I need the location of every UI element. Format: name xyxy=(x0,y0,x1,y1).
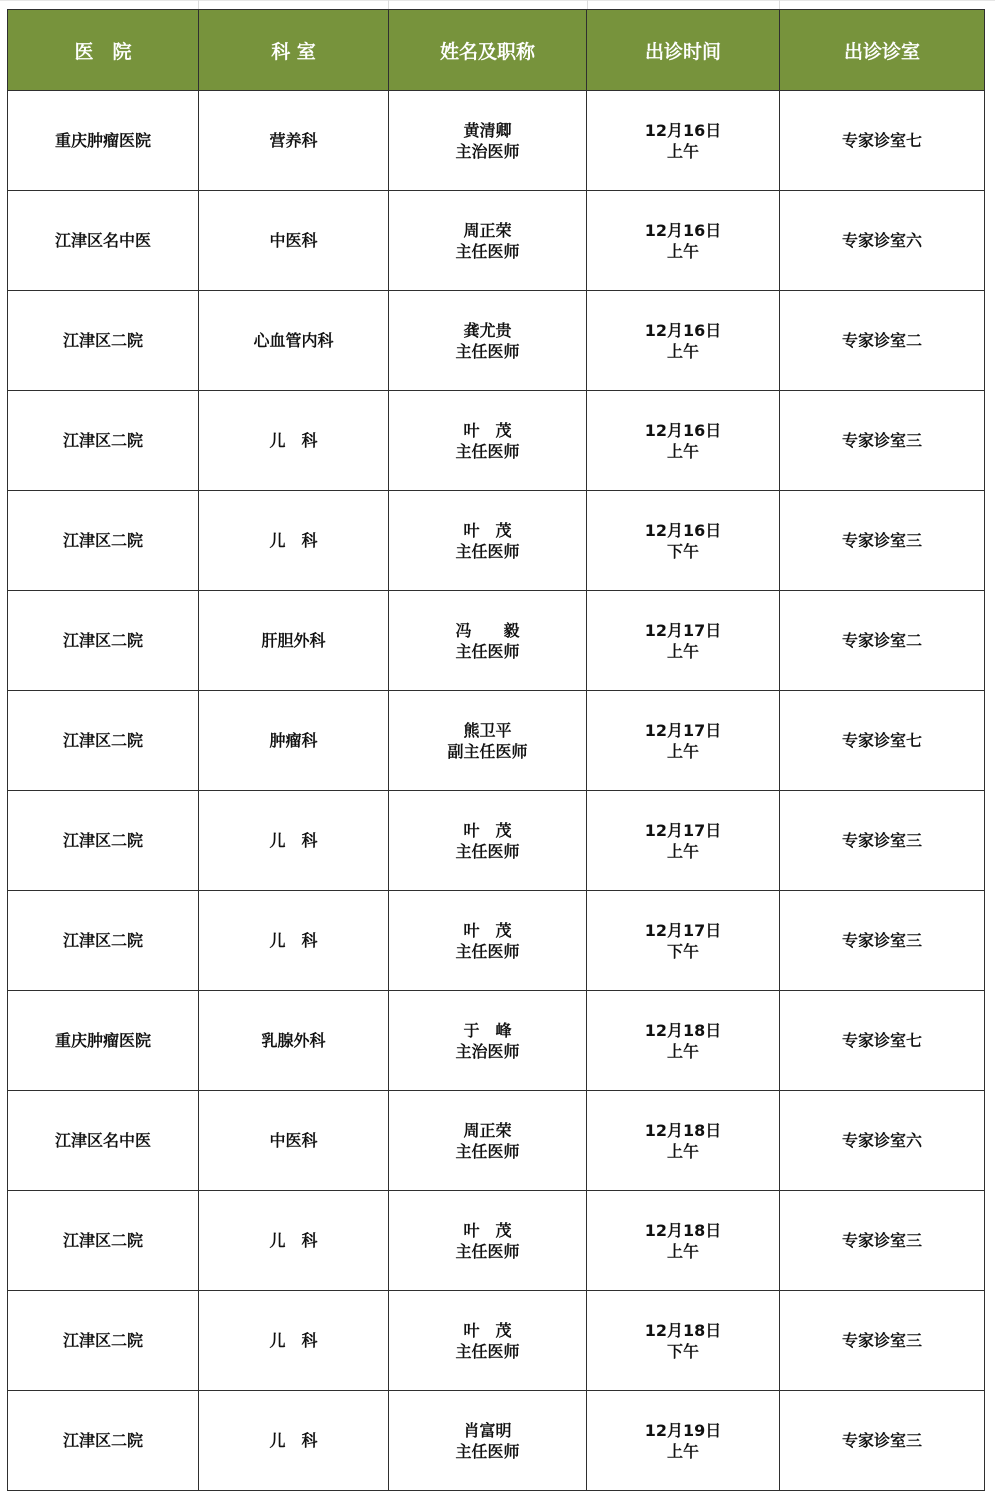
hospital-name: 江津区名中医 xyxy=(54,1131,151,1150)
time-cell xyxy=(587,891,780,991)
room-cell xyxy=(780,891,985,991)
doctor-cell xyxy=(389,1391,587,1491)
table-row xyxy=(8,1291,985,1391)
table-row xyxy=(8,391,985,491)
doctor-cell xyxy=(389,891,587,991)
table-row xyxy=(8,291,985,391)
time-cell xyxy=(587,391,780,491)
header-time: 出诊时间 xyxy=(587,10,780,91)
clinic-period: 上午 xyxy=(666,1041,699,1061)
table-row xyxy=(8,191,985,291)
department-name: 儿 科 xyxy=(269,831,318,850)
clinic-date: 12月16日 xyxy=(644,420,722,440)
doctor-name: 于 峰 xyxy=(463,1020,512,1040)
table-row xyxy=(8,491,985,591)
clinic-room: 专家诊室二 xyxy=(841,631,922,650)
doctor-cell xyxy=(389,1191,587,1291)
clinic-period: 上午 xyxy=(666,1241,699,1261)
clinic-room: 专家诊室三 xyxy=(841,531,922,550)
doctor-title: 主任医师 xyxy=(455,1341,520,1361)
doctor-title: 主治医师 xyxy=(455,1041,520,1061)
clinic-period: 上午 xyxy=(666,641,699,661)
clinic-schedule-table xyxy=(7,9,985,1491)
clinic-date: 12月16日 xyxy=(644,120,722,140)
clinic-room: 专家诊室三 xyxy=(841,831,922,850)
clinic-room: 专家诊室三 xyxy=(841,431,922,450)
department-cell xyxy=(199,1391,389,1491)
clinic-period: 上午 xyxy=(666,141,699,161)
table-row xyxy=(8,1391,985,1491)
hospital-name: 重庆肿瘤医院 xyxy=(54,1031,151,1050)
clinic-date: 12月17日 xyxy=(644,920,722,940)
hospital-cell xyxy=(8,1191,199,1291)
department-name: 儿 科 xyxy=(269,531,318,550)
clinic-room: 专家诊室六 xyxy=(841,1131,922,1150)
doctor-name: 叶 茂 xyxy=(463,1320,512,1340)
doctor-name: 叶 茂 xyxy=(463,520,512,540)
hospital-name: 江津区二院 xyxy=(62,831,143,850)
doctor-name: 周正荣 xyxy=(463,1120,512,1140)
clinic-date: 12月17日 xyxy=(644,820,722,840)
hospital-cell xyxy=(8,991,199,1091)
room-cell xyxy=(780,1391,985,1491)
doctor-name: 叶 茂 xyxy=(463,920,512,940)
doctor-cell xyxy=(389,291,587,391)
room-cell xyxy=(780,491,985,591)
department-name: 肿瘤科 xyxy=(269,731,318,750)
department-name: 儿 科 xyxy=(269,1431,318,1450)
doctor-cell xyxy=(389,391,587,491)
header-department: 科 室 xyxy=(199,10,389,91)
doctor-title: 主任医师 xyxy=(455,641,520,661)
time-cell xyxy=(587,1191,780,1291)
department-name: 儿 科 xyxy=(269,1231,318,1250)
room-cell xyxy=(780,191,985,291)
clinic-period: 上午 xyxy=(666,441,699,461)
hospital-name: 江津区二院 xyxy=(62,731,143,750)
clinic-date: 12月16日 xyxy=(644,520,722,540)
table-row xyxy=(8,1191,985,1291)
room-cell xyxy=(780,691,985,791)
room-cell xyxy=(780,391,985,491)
room-cell xyxy=(780,1191,985,1291)
hospital-cell xyxy=(8,391,199,491)
clinic-room: 专家诊室六 xyxy=(841,231,922,250)
time-cell xyxy=(587,491,780,591)
clinic-date: 12月19日 xyxy=(644,1420,722,1440)
room-cell xyxy=(780,791,985,891)
department-name: 中医科 xyxy=(269,231,318,250)
clinic-room: 专家诊室三 xyxy=(841,1331,922,1350)
clinic-room: 专家诊室七 xyxy=(841,131,922,150)
time-cell xyxy=(587,591,780,691)
doctor-name: 熊卫平 xyxy=(463,720,512,740)
room-cell xyxy=(780,1091,985,1191)
clinic-period: 下午 xyxy=(666,541,699,561)
hospital-cell xyxy=(8,691,199,791)
header-hospital: 医 院 xyxy=(8,10,199,91)
doctor-title: 主任医师 xyxy=(455,241,520,261)
time-cell xyxy=(587,191,780,291)
table-row xyxy=(8,891,985,991)
doctor-title: 主任医师 xyxy=(455,1141,520,1161)
doctor-title: 主任医师 xyxy=(455,541,520,561)
clinic-period: 下午 xyxy=(666,1341,699,1361)
department-cell xyxy=(199,891,389,991)
hospital-cell xyxy=(8,1291,199,1391)
header-room: 出诊诊室 xyxy=(780,10,985,91)
header-row xyxy=(8,10,985,91)
hospital-name: 江津区二院 xyxy=(62,631,143,650)
department-name: 中医科 xyxy=(269,1131,318,1150)
clinic-date: 12月18日 xyxy=(644,1120,722,1140)
hospital-cell xyxy=(8,191,199,291)
clinic-period: 上午 xyxy=(666,341,699,361)
clinic-period: 上午 xyxy=(666,241,699,261)
doctor-cell xyxy=(389,491,587,591)
room-cell xyxy=(780,91,985,191)
table-row xyxy=(8,791,985,891)
time-cell xyxy=(587,91,780,191)
doctor-title: 主任医师 xyxy=(455,1241,520,1261)
schedule-body xyxy=(8,91,985,1491)
clinic-room: 专家诊室三 xyxy=(841,1431,922,1450)
clinic-period: 上午 xyxy=(666,841,699,861)
doctor-name: 冯 毅 xyxy=(455,620,520,640)
hospital-cell xyxy=(8,91,199,191)
hospital-cell xyxy=(8,591,199,691)
clinic-period: 下午 xyxy=(666,941,699,961)
doctor-name: 周正荣 xyxy=(463,220,512,240)
clinic-room: 专家诊室七 xyxy=(841,731,922,750)
doctor-title: 主任医师 xyxy=(455,441,520,461)
hospital-cell xyxy=(8,291,199,391)
hospital-cell xyxy=(8,491,199,591)
department-cell xyxy=(199,791,389,891)
hospital-name: 重庆肿瘤医院 xyxy=(54,131,151,150)
clinic-date: 12月18日 xyxy=(644,1320,722,1340)
doctor-name: 叶 茂 xyxy=(463,820,512,840)
doctor-cell xyxy=(389,191,587,291)
hospital-cell xyxy=(8,1091,199,1191)
hospital-name: 江津区二院 xyxy=(62,431,143,450)
hospital-name: 江津区名中医 xyxy=(54,231,151,250)
hospital-cell xyxy=(8,891,199,991)
hospital-name: 江津区二院 xyxy=(62,1431,143,1450)
department-cell xyxy=(199,1291,389,1391)
department-name: 儿 科 xyxy=(269,1331,318,1350)
department-name: 营养科 xyxy=(269,131,318,150)
clinic-period: 上午 xyxy=(666,1141,699,1161)
doctor-title: 主任医师 xyxy=(455,1441,520,1461)
department-cell xyxy=(199,1191,389,1291)
hospital-cell xyxy=(8,1391,199,1491)
time-cell xyxy=(587,1291,780,1391)
department-cell xyxy=(199,691,389,791)
department-cell xyxy=(199,291,389,391)
doctor-title: 主任医师 xyxy=(455,341,520,361)
doctor-cell xyxy=(389,1291,587,1391)
time-cell xyxy=(587,791,780,891)
time-cell xyxy=(587,1391,780,1491)
table-row xyxy=(8,591,985,691)
time-cell xyxy=(587,291,780,391)
doctor-cell xyxy=(389,691,587,791)
clinic-room: 专家诊室二 xyxy=(841,331,922,350)
clinic-room: 专家诊室三 xyxy=(841,1231,922,1250)
table-row xyxy=(8,91,985,191)
clinic-room: 专家诊室三 xyxy=(841,931,922,950)
clinic-date: 12月17日 xyxy=(644,720,722,740)
doctor-title: 主任医师 xyxy=(455,941,520,961)
clinic-date: 12月17日 xyxy=(644,620,722,640)
time-cell xyxy=(587,991,780,1091)
clinic-date: 12月16日 xyxy=(644,320,722,340)
room-cell xyxy=(780,1291,985,1391)
table-row xyxy=(8,1091,985,1191)
room-cell xyxy=(780,591,985,691)
department-cell xyxy=(199,191,389,291)
doctor-name: 叶 茂 xyxy=(463,420,512,440)
department-name: 乳腺外科 xyxy=(261,1031,326,1050)
clinic-room: 专家诊室七 xyxy=(841,1031,922,1050)
doctor-cell xyxy=(389,791,587,891)
department-name: 心血管内科 xyxy=(253,331,334,350)
doctor-title: 副主任医师 xyxy=(447,741,528,761)
room-cell xyxy=(780,291,985,391)
doctor-name: 黄清卿 xyxy=(463,120,512,140)
department-name: 肝胆外科 xyxy=(261,631,326,650)
doctor-cell xyxy=(389,991,587,1091)
doctor-title: 主治医师 xyxy=(455,141,520,161)
clinic-period: 上午 xyxy=(666,741,699,761)
doctor-name: 肖富明 xyxy=(463,1420,512,1440)
department-name: 儿 科 xyxy=(269,431,318,450)
time-cell xyxy=(587,691,780,791)
clinic-date: 12月18日 xyxy=(644,1020,722,1040)
hospital-name: 江津区二院 xyxy=(62,1331,143,1350)
department-name: 儿 科 xyxy=(269,931,318,950)
department-cell xyxy=(199,491,389,591)
hospital-name: 江津区二院 xyxy=(62,1231,143,1250)
department-cell xyxy=(199,591,389,691)
room-cell xyxy=(780,991,985,1091)
doctor-cell xyxy=(389,1091,587,1191)
hospital-name: 江津区二院 xyxy=(62,331,143,350)
clinic-date: 12月16日 xyxy=(644,220,722,240)
department-cell xyxy=(199,391,389,491)
doctor-cell xyxy=(389,91,587,191)
department-cell xyxy=(199,91,389,191)
time-cell xyxy=(587,1091,780,1191)
department-cell xyxy=(199,991,389,1091)
hospital-name: 江津区二院 xyxy=(62,931,143,950)
department-cell xyxy=(199,1091,389,1191)
hospital-name: 江津区二院 xyxy=(62,531,143,550)
header-doctor: 姓名及职称 xyxy=(389,10,587,91)
table-row xyxy=(8,691,985,791)
hospital-cell xyxy=(8,791,199,891)
table-row xyxy=(8,991,985,1091)
doctor-title: 主任医师 xyxy=(455,841,520,861)
doctor-name: 龚尤贵 xyxy=(463,320,512,340)
doctor-cell xyxy=(389,591,587,691)
clinic-period: 上午 xyxy=(666,1441,699,1461)
clinic-date: 12月18日 xyxy=(644,1220,722,1240)
doctor-name: 叶 茂 xyxy=(463,1220,512,1240)
